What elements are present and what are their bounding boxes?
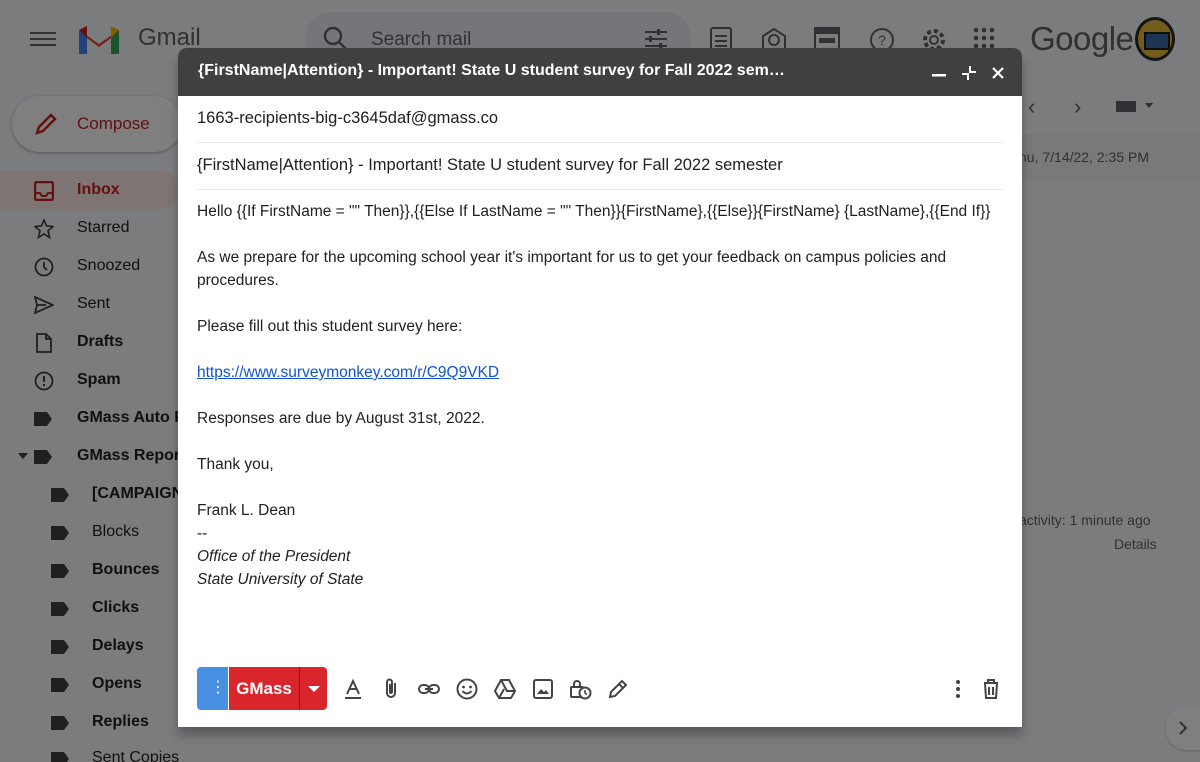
compose-title: {FirstName|Attention} - Important! State U student survey for Fall 2022 sem… bbox=[198, 62, 785, 79]
subject-field[interactable]: {FirstName|Attention} - Important! State U student survey for Fall 2022 semester bbox=[197, 143, 1003, 190]
emoji-icon[interactable] bbox=[455, 677, 479, 701]
more-vert-icon: ⋮ bbox=[210, 679, 226, 696]
minimize-icon[interactable] bbox=[932, 72, 946, 78]
signature-separator: -- bbox=[197, 525, 208, 542]
formatting-icon[interactable] bbox=[341, 677, 365, 701]
attach-icon[interactable] bbox=[379, 677, 403, 701]
gmass-settings-button[interactable] bbox=[197, 667, 228, 710]
compose-window bbox=[178, 48, 1022, 727]
closing-line: Thank you, bbox=[197, 456, 274, 473]
close-icon[interactable] bbox=[991, 66, 1005, 80]
insert-photo-icon[interactable] bbox=[531, 677, 555, 701]
body-paragraph: As we prepare for the upcoming school year it's important for us to get your feedback on campus policies and procedures. bbox=[197, 249, 947, 289]
link-icon[interactable] bbox=[417, 677, 441, 701]
signature-university: State University of State bbox=[197, 571, 364, 588]
greeting-line: Hello {{If FirstName = "" Then}},{{Else If LastName = "" Then}}{FirstName},{{Else}}{FirstName} {LastName},{{End If}} bbox=[197, 203, 991, 220]
more-options-icon[interactable] bbox=[946, 677, 970, 701]
discard-draft-icon[interactable] bbox=[979, 677, 1003, 701]
survey-link[interactable]: https://www.surveymonkey.com/r/C9Q9VKD bbox=[197, 364, 500, 381]
gmass-send-button[interactable]: GMass bbox=[229, 667, 299, 710]
compose-header[interactable] bbox=[178, 48, 1022, 96]
gmass-dropdown-button[interactable] bbox=[299, 667, 327, 710]
body-paragraph: Please fill out this student survey here: bbox=[197, 318, 463, 335]
drive-icon[interactable] bbox=[493, 677, 517, 701]
body-paragraph: Responses are due by August 31st, 2022. bbox=[197, 410, 485, 427]
message-body[interactable] bbox=[197, 200, 1007, 591]
signature-pen-icon[interactable] bbox=[606, 677, 630, 701]
confidential-mode-icon[interactable] bbox=[568, 677, 592, 701]
to-field[interactable]: 1663-recipients-big-c3645daf@gmass.co bbox=[197, 96, 1003, 143]
exit-fullscreen-icon[interactable] bbox=[961, 65, 977, 81]
signature-office: Office of the President bbox=[197, 548, 351, 565]
signature-name: Frank L. Dean bbox=[197, 502, 296, 519]
